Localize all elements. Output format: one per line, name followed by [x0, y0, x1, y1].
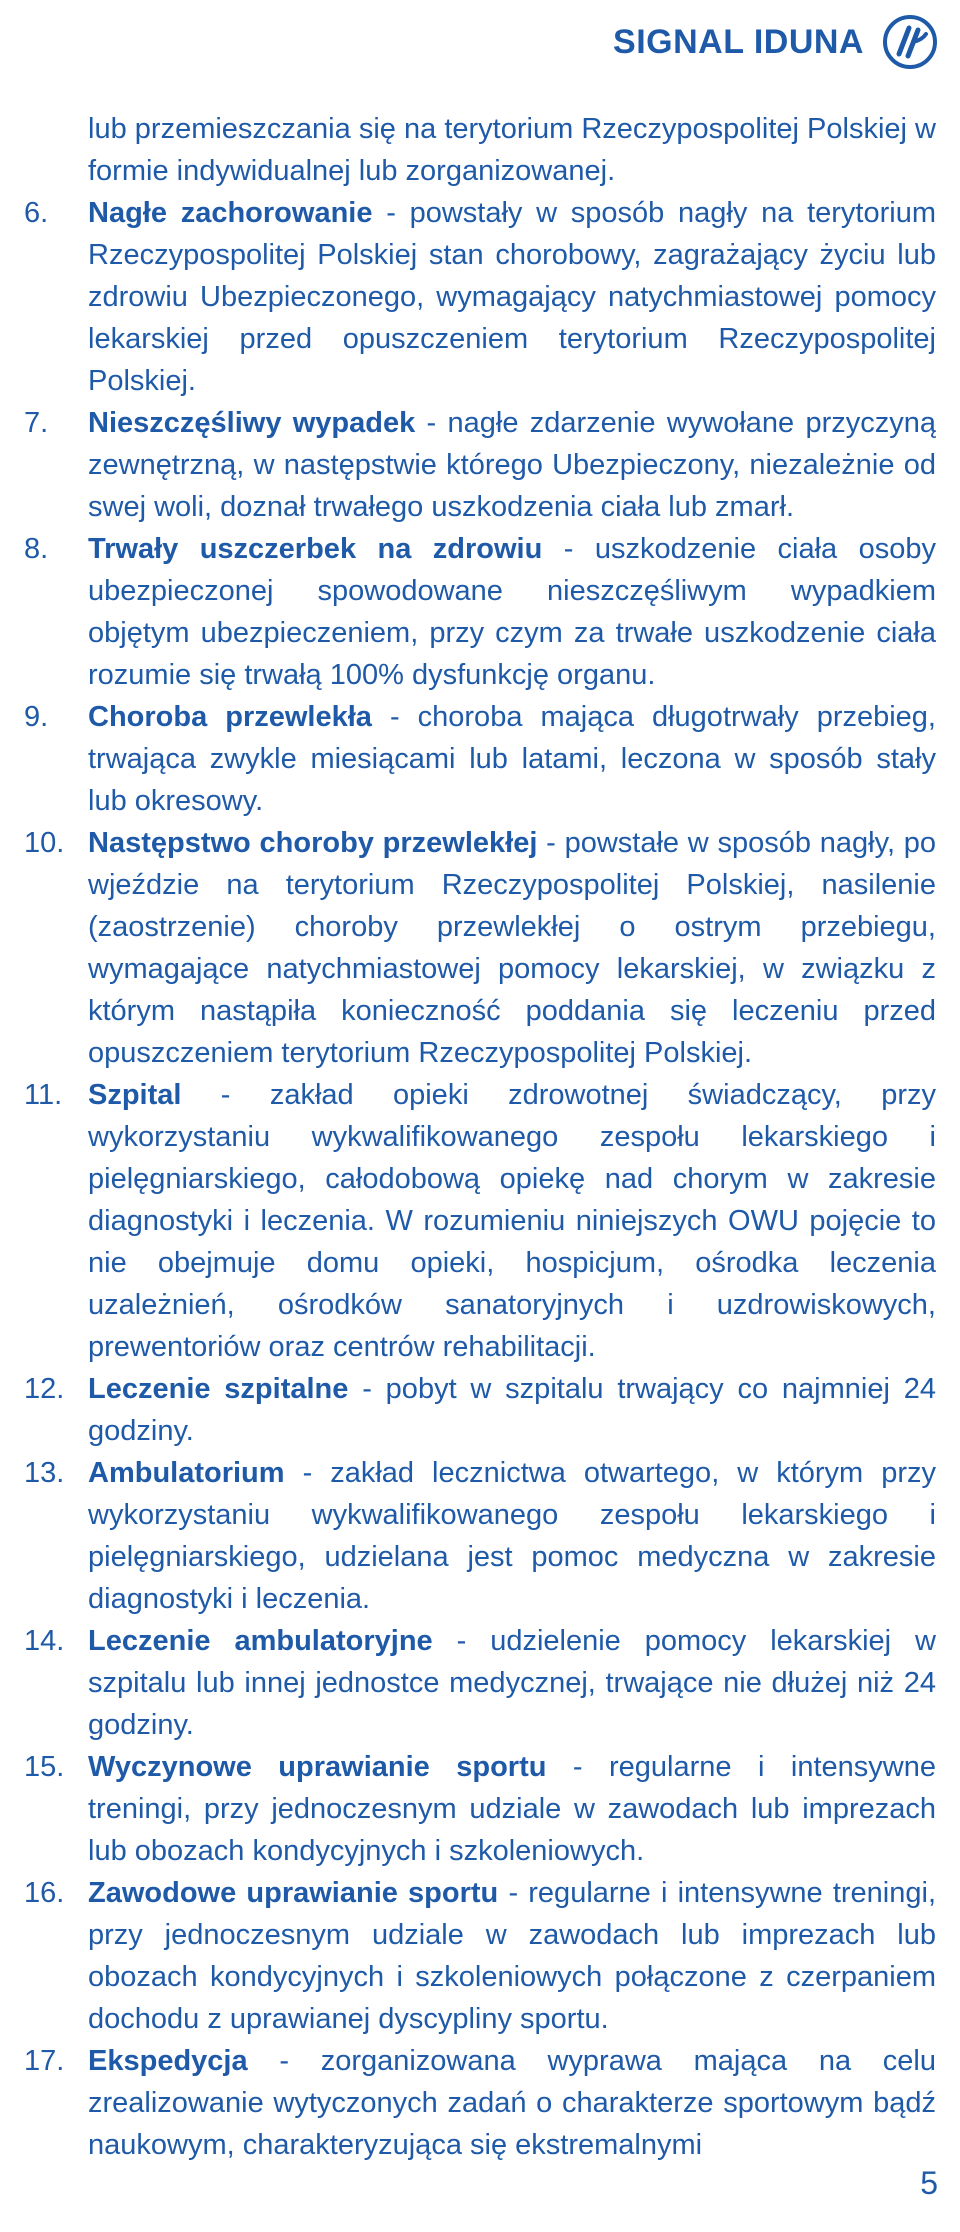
definition: - pobyt w szpitalu trwający co najmniej 24 godziny.: [88, 1373, 936, 1447]
item-number: 6.: [24, 197, 49, 229]
term: Ambulatorium: [88, 1457, 285, 1489]
term: Leczenie ambulatoryjne: [88, 1625, 433, 1657]
item-number: 11.: [24, 1079, 63, 1111]
term: Szpital: [88, 1079, 182, 1111]
term: Nagłe zachorowanie: [88, 197, 373, 229]
item-number: 9.: [24, 701, 49, 733]
item-number: 8.: [24, 533, 49, 565]
definition: - uszkodzenie ciała osoby ubezpieczonej spowodowane nieszczęśliwym wypadkiem objętym ubezpieczeniem, przy czym za trwałe uszkodzenie ciała rozumie się trwałą 100% dysfunkcję organu.: [88, 533, 936, 691]
term: Nieszczęśliwy wypadek: [88, 407, 416, 439]
definition: - regularne i intensywne treningi, przy jednoczesnym udziale w zawodach lub imprezach lub obozach kondycyjnych i szkoleniowych.: [88, 1751, 936, 1867]
definition: - zakład lecznictwa otwartego, w którym przy wykorzystaniu wykwalifikowanego zespołu lekarskiego i pielęgniarskiego, udzielana jest pomoc medyczna w zakresie diagnostyki i leczenia.: [88, 1457, 936, 1615]
item-number: 13.: [24, 1457, 65, 1489]
definitions-list: [24, 108, 936, 2166]
definition-item-12: [24, 1368, 936, 1452]
item-number: 15.: [24, 1751, 65, 1783]
definition-item-11: [24, 1074, 936, 1368]
term: Leczenie szpitalne: [88, 1373, 349, 1405]
definition-item-14: [24, 1620, 936, 1746]
item-number: 17.: [24, 2045, 65, 2077]
definition-item-13: [24, 1452, 936, 1620]
definition: - powstały w sposób nagły na terytorium Rzeczypospolitej Polskiej stan chorobowy, zagrażający życiu lub zdrowiu Ubezpieczonego, wymagający natychmiastowej pomocy lekarskiej przed opuszczeniem terytorium Rzeczypospolitej Polskiej.: [88, 197, 936, 397]
definition-item-10: [24, 822, 936, 1074]
definition: - choroba mająca długotrwały przebieg, trwająca zwykle miesiącami lub latami, leczona w sposób stały lub okresowy.: [88, 701, 936, 817]
definition-item-6: [24, 192, 936, 402]
item-number: 12.: [24, 1373, 65, 1405]
term: Ekspedycja: [88, 2045, 248, 2077]
term: Wyczynowe uprawianie sportu: [88, 1751, 547, 1783]
definition-item-17: [24, 2040, 936, 2166]
definition: - zakład opieki zdrowotnej świadczący, przy wykorzystaniu wykwalifikowanego zespołu lekarskiego i pielęgniarskiego, całodobową opiekę nad chorym w zakresie diagnostyki i leczenia. W rozumieniu niniejszych OWU pojęcie to nie obejmuje domu opieki, hospicjum, ośrodka leczenia uzależnień, ośrodków sanatoryjnych i uzdrowiskowych, prewentoriów oraz centrów rehabilitacji.: [88, 1079, 936, 1363]
continuation-body: lub przemieszczania się na terytorium Rzeczypospolitej Polskiej w formie indywidualnej lub zorganizowanej.: [88, 113, 936, 187]
definition: - powstałe w sposób nagły, po wjeździe na terytorium Rzeczypospolitej Polskiej, nasilenie (zaostrzenie) choroby przewlekłej o ostrym przebiegu, wymagające natychmiastowej pomocy lekarskiej, w związku z którym nastąpiła konieczność poddania się leczeniu przed opuszczeniem terytorium Rzeczypospolitej Polskiej.: [88, 827, 937, 1069]
definition: - nagłe zdarzenie wywołane przyczyną zewnętrzną, w następstwie którego Ubezpieczony, niezależnie od swej woli, doznał trwałego uszkodzenia ciała lub zmarł.: [88, 407, 937, 523]
item-number: 14.: [24, 1625, 65, 1657]
definition-item-8: [24, 528, 936, 696]
definition: - zorganizowana wyprawa mająca na celu zrealizowanie wytyczonych zadań o charakterze sportowym bądź naukowym, charakteryzująca się ekstremalnymi: [88, 2045, 936, 2161]
page-number: 5: [920, 2165, 938, 2201]
term: Następstwo choroby przewlekłej: [88, 827, 538, 859]
header: [613, 12, 938, 72]
definition-item-15: [24, 1746, 936, 1872]
term: Trwały uszczerbek na zdrowiu: [88, 533, 543, 565]
definition: - udzielenie pomocy lekarskiej w szpitalu lub innej jednostce medycznej, trwające nie dłużej niż 24 godziny.: [88, 1625, 936, 1741]
continuation-text: [24, 108, 936, 192]
item-number: 7.: [24, 407, 49, 439]
definition-item-9: [24, 696, 936, 822]
brand-name: SIGNAL IDUNA: [613, 22, 864, 61]
definition: - regularne i intensywne treningi, przy jednoczesnym udziale w zawodach lub imprezach lub obozach kondycyjnych i szkoleniowych połączone z czerpaniem dochodu z uprawianej dyscypliny sportu.: [88, 1877, 937, 2035]
item-number: 16.: [24, 1877, 65, 1909]
definition-item-16: [24, 1872, 936, 2040]
signal-iduna-logo-icon: [882, 14, 938, 70]
item-number: 10.: [24, 827, 65, 859]
definition-item-7: [24, 402, 936, 528]
term: Zawodowe uprawianie sportu: [88, 1877, 499, 1909]
term: Choroba przewlekła: [88, 701, 372, 733]
